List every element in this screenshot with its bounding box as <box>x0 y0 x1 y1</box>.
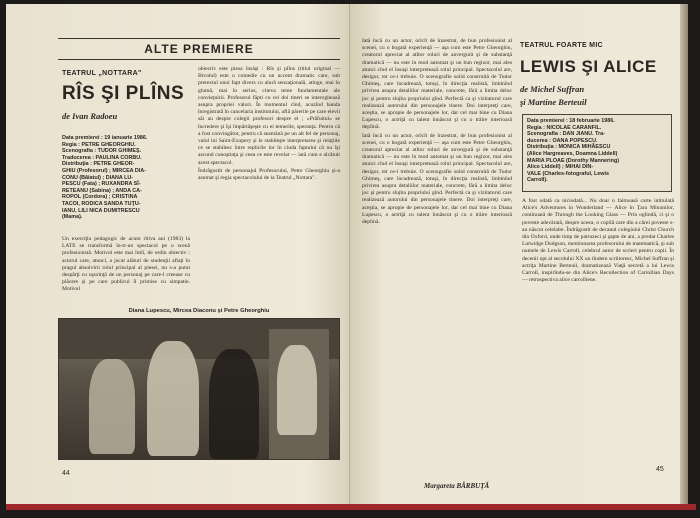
body-column-3 <box>362 38 512 478</box>
credits-block <box>62 135 188 221</box>
binding-strip <box>6 504 696 510</box>
page-number-right: 45 <box>656 466 664 473</box>
credit-line: TACOI, RODICA SANDA TUŢU- <box>62 200 141 207</box>
page-edge <box>680 4 688 510</box>
body-paragraph: Iată încă cu un actor, orîcît de înzestrat, de bun profesionist al scenei, cu o bogată experienţă — aşa cum este Petre Gheorghiu, creatorul apreciat al atîtor roluri de anvergură şi de substanţă dramatică — nu este în mod automat şi un bun regizor, mai ales atunci cînd el însuşi interpretează rolul principal. Spectacolul are, desigur, tot ce-i trebuie. O scenografie solid construită de Tudor Ghimeş, care încadrează, totuşi, în direcţia realistă, îmbinînd privirea asupra detaliilor materiale, concrete, fără a limita deloc joc şi pentru slujba propriului gînd. Perfectă ca şi vizitatorul care realizează autorului din personajele tinere. Doi interpreţi care, aceştia, se apropie de personajele lor, dar cel mai bine cu Diana Lupescu, o actriţă cu talent înnăscut şi cu o trăire interioară deplină. <box>362 132 512 226</box>
credit-line: Regia : PETRE GHEORGHIU. <box>62 141 136 148</box>
article-signature: Margareta BĂRBUŢĂ <box>424 482 490 490</box>
credits-box <box>522 114 672 192</box>
theatre-kicker-right: TEATRUL FOARTE MIC <box>520 42 603 49</box>
credits-block-right <box>527 118 667 184</box>
magazine-spread <box>6 4 696 510</box>
production-photo <box>58 318 340 460</box>
credit-line: ROPOL (Cordora) ; CRISTINA <box>62 194 138 201</box>
credit-line: MARIA PLOAE (Dorothy Mannering) <box>527 157 620 164</box>
credit-line: Traducerea : PAULINA CORBU. <box>62 154 142 161</box>
credit-line: (Alice Hargreaves, Doamna Liddell) <box>527 150 618 157</box>
body-column-2 <box>198 66 340 308</box>
page-number-left: 44 <box>62 470 70 477</box>
right-page <box>350 4 688 510</box>
credit-line: Distribuţia : PETRE GHEOR- <box>62 161 135 168</box>
body-paragraph: A fost odată ca niciodată... Nu doar o faimoasă carte intitulată Alice's Adventures in Wonderland — Alice în Ţara Minunilor, continuată de Through the Looking Glass — Prin oglindă, ci şi o poveste adevărată, despre aceea, o copilă care din a cărei poveste s-au născut celelalte. Îndrăgostit de decanul colegiului Christ Church din Oxford, unde timp de patruzeci şi şapte de ani, a predat Charles Lutwidge Dodgson, mentionarea profesorului de matematică, şi sub numele de Lewis Carroll, celebrul autor de scrieri pentru copii. În decenii opt al secolului XX un tîndem scriitoresc, Michel Suffran şi actriţa Martine Berteuil, dramatizează Viaţă secretă a lui Lewis Carroll, inspirîndu-se din Alice's Recollection of Carrollian Days — retrospectiva alice carrolliene. <box>522 198 674 284</box>
credit-line: PESCU (Fata) ; RUXANDRA SÎ- <box>62 181 141 188</box>
credit-line: Distribuţia : MONICA MIHĂESCU <box>527 144 611 151</box>
credit-line: GHIU (Profesorul) ; MIRCEA DIA- <box>62 167 146 174</box>
body-column-4 <box>522 198 674 468</box>
section-header-label: ALTE PREMIERE <box>144 42 254 56</box>
body-column-1 <box>62 236 190 308</box>
credit-line: IANU, LILI NICA DUMITRESCU <box>62 207 140 214</box>
article-title-right: LEWIS ŞI ALICE <box>520 57 657 76</box>
article-author-line2: şi Martine Berteuil <box>520 97 587 107</box>
credit-line: RETEANU (Sabina) ; ANDA CA- <box>62 187 142 194</box>
photo-caption: Diana Lupescu, Mircea Diaconu şi Petre Gheorghiu <box>128 308 270 314</box>
section-header <box>58 38 340 60</box>
article-author: de Ivan Radoeu <box>62 111 118 121</box>
credit-line: (Mama). <box>62 214 83 221</box>
credit-line: Scenografia : TUDOR GHIMEŞ. <box>62 148 142 155</box>
body-paragraph: Un exerciţiu pedagogic de acum rîtiva ani (1983) la LATE se transformă în-tr-un spectacol pe o scenă profesionistă. Motivul este mai întîi, de ordin obiectiv : actorul care, atunci, a jucat alături de studenţii aflaţi în pragul absolvirii rolul principal al piesei, nu s-a putut despărţi cu uşurinţă de un personaj pe care-l creease cu plăcere şi pe care publicul îl primise cu simpatie. Motivul <box>62 236 190 293</box>
credit-line: Data premierei : 18 februarie 1986. <box>527 118 615 124</box>
left-page <box>6 4 350 510</box>
body-paragraph: obiectiv este piesa însăşi : Rîs şi plîns (titlul original — Bivolul) este o comedie cu un accent dramatic care, sub pretextul unui fapt divers cu alură senzaţională, atinge, mai în glumă, mai în serios, citeva teme fundamentale ale convieţuirii. Profesorul făpti cu cei doi tineri se interoghează asupra propriei valori. În momentul cînd, acuzînd banda înregistrată în cancelaria institutului, află părerile pe care elevii săi au despre colegii profesori despre el ; «Prăfuitul» se încredere şi îşi împărtăşeşte cu ei temerile, speranţa. Pentru că a fost convingător, pentru că seamănă pe un alt fel de personaj, valul lui Saint-Exupery şi le stabileşte interpretarea şi relaţiile ce se stabilesc între replicile lor în ciuda faptului că nu îşi ascund cunoştinţa şi ceea ce este revelat — iată cum e alcătuit acest spectacol. <box>198 66 340 166</box>
body-paragraph: Iată încă cu un actor, orîcît de înzestrat, de bun profesionist al scenei, cu o bogată experienţă — aşa cum este Petre Gheorghiu, creatorul apreciat al atîtor roluri de anvergură şi de substanţă dramatică — nu este în mod automat şi un bun regizor, mai ales atunci cînd el însuşi interpretează rolul principal. Spectacolul are, desigur, tot ce-i trebuie. O scenografie solid construită de Tudor Ghimeş, care încadrează, totuşi, în direcţia realistă, îmbinînd privirea asupra detaliilor materiale, concrete, fără a limita deloc joc şi pentru slujba propriului gînd. Perfectă ca şi vizitatorul care realizează autorului din personajele tinere. Doi interpreţi care, aceştia, se apropie de personajele lor, dar cel mai bine cu Diana Lupescu, o actriţă cu talent înnăscut şi cu o trăire interioară deplină. <box>362 38 512 131</box>
credit-line: Carroll). <box>527 177 548 184</box>
credit-line: Regia : NICOLAE CARANFIL. <box>527 124 602 131</box>
credit-line: Alice Liddell) ; MIHAI DIN- <box>527 164 594 171</box>
theatre-kicker: TEATRUL „NOTTARA" <box>62 70 142 77</box>
credit-line: VALE (Charles-fotograful, Lewis <box>527 170 609 177</box>
article-title: RÎS ŞI PLÎNS <box>62 83 185 104</box>
credit-line: Scenografia : DAN JIANU. Tra- <box>527 131 605 138</box>
credit-line: ducerea : OANA POPESCU. <box>527 137 598 144</box>
credit-line: Data premierei : 19 ianuarie 1986. <box>62 135 148 141</box>
body-paragraph: Îndrăgostit de personajul Profesorului, Petre Gheorghiu şi-a asumat şi regia spectacolului de la Teatrul „Nottara". <box>198 167 340 182</box>
credit-line: CONU (Băiatul) ; DIANA LU- <box>62 174 134 181</box>
article-author-line1: de Michel Suffran <box>520 84 585 94</box>
